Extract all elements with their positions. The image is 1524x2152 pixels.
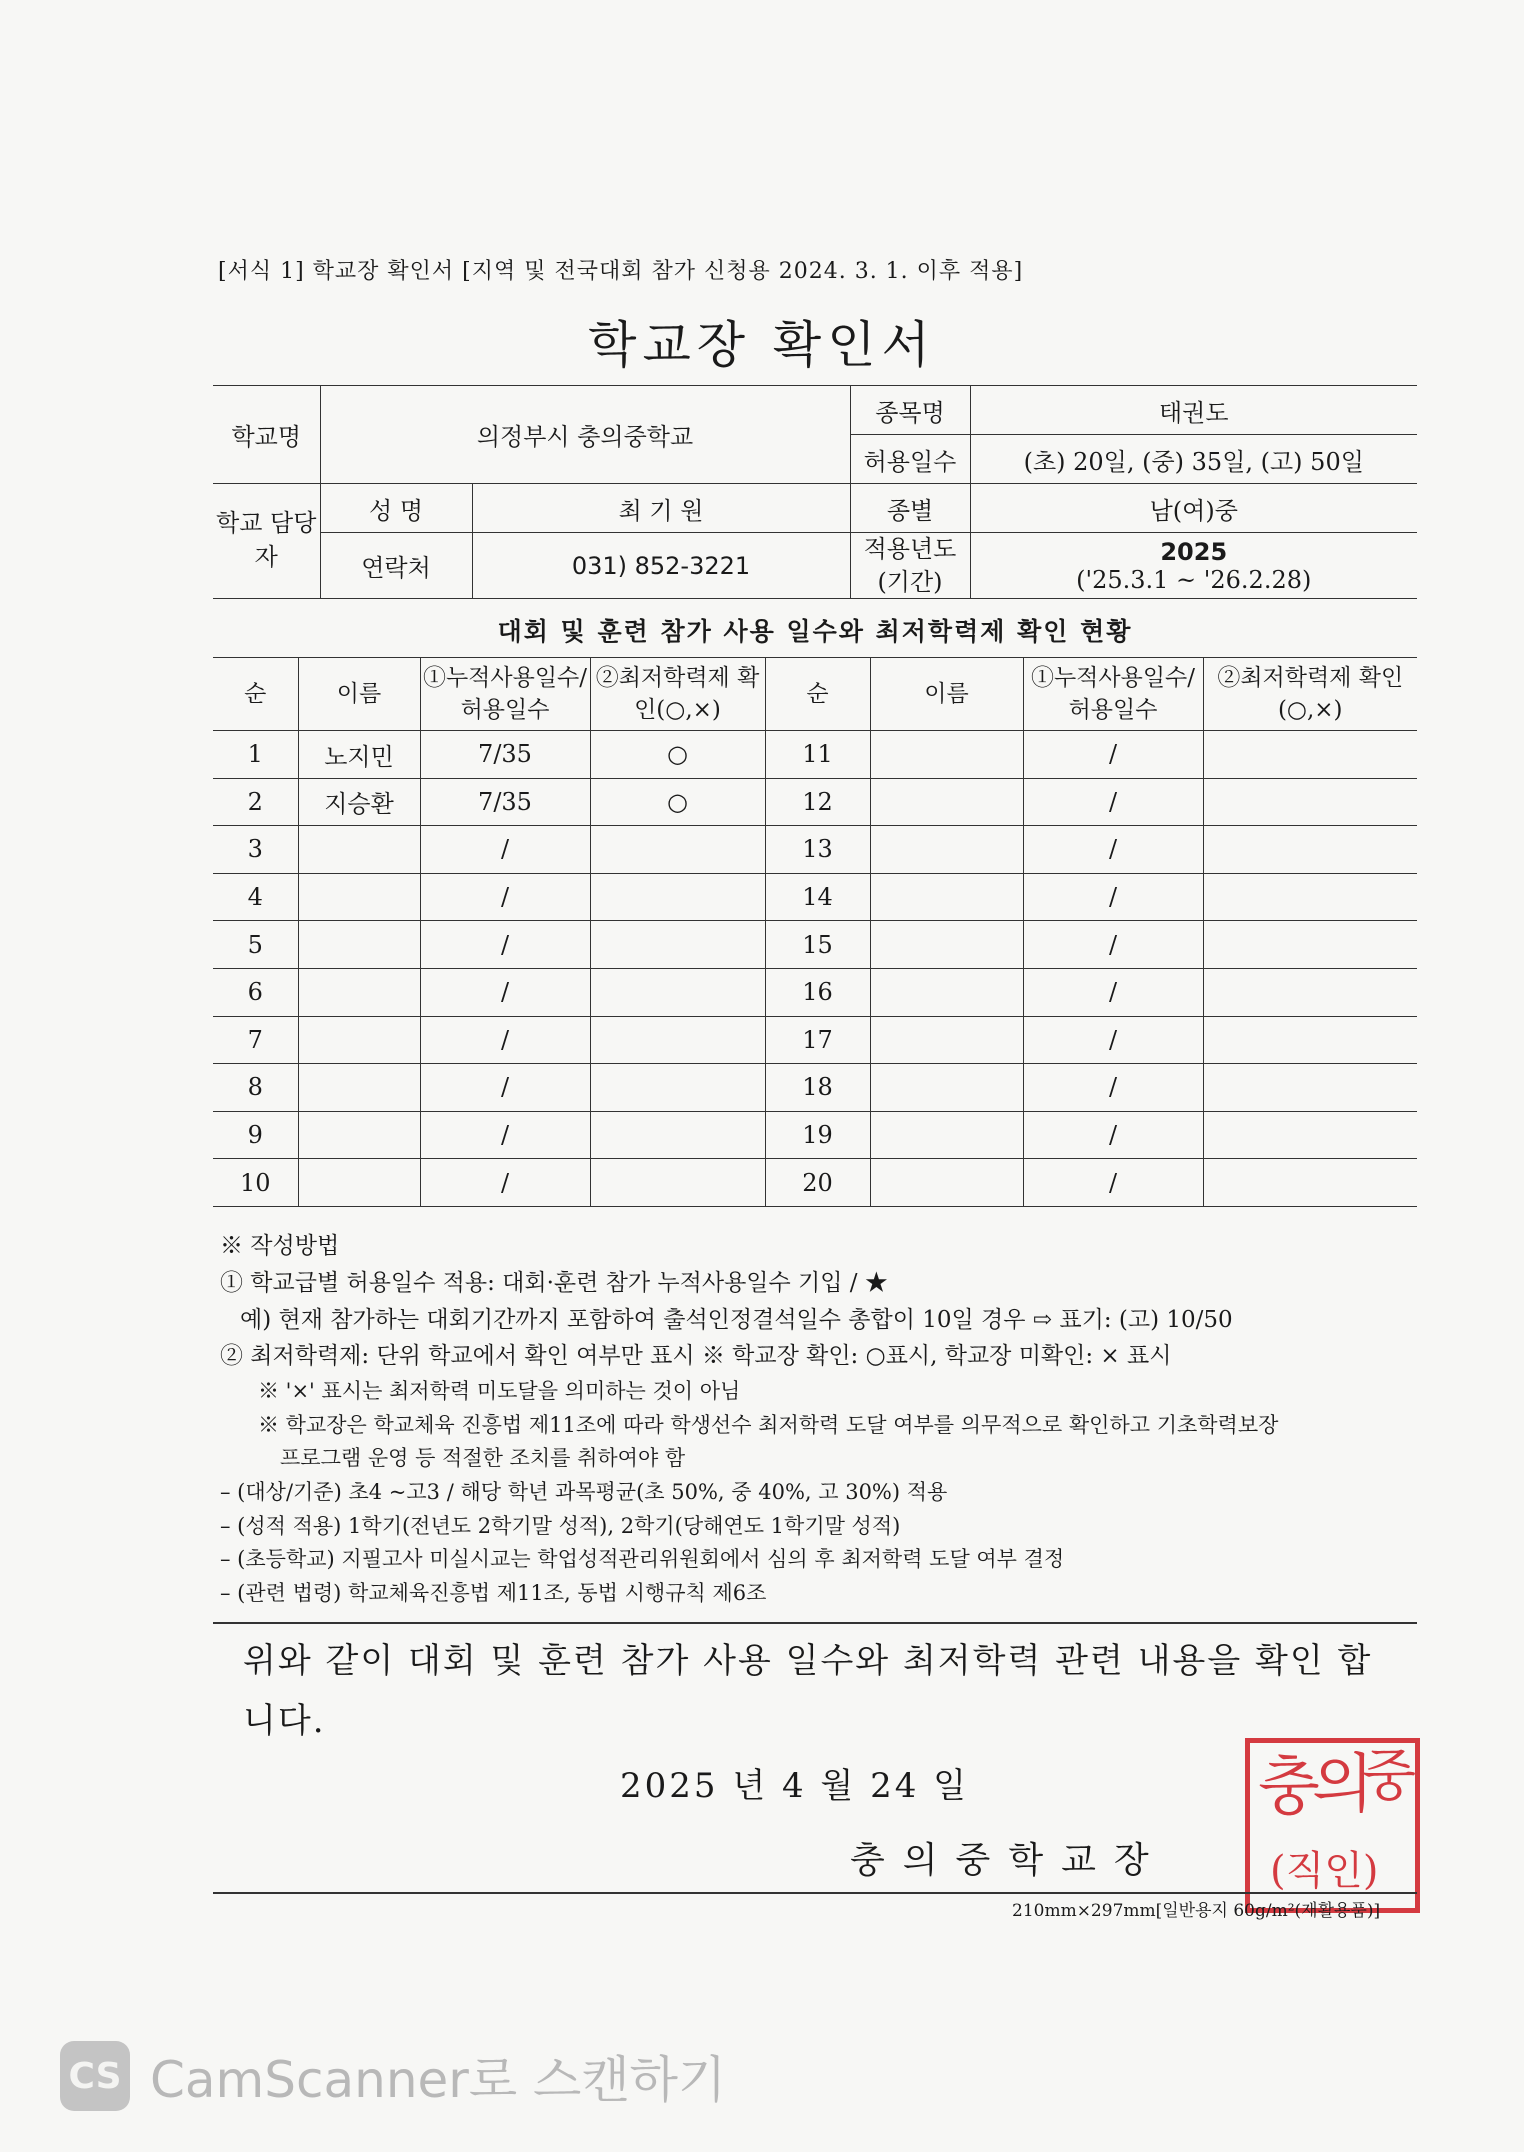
table-row <box>213 873 1417 921</box>
academic-check <box>590 873 765 921</box>
detail-1: – (대상/기준) 초4 ~고3 / 해당 학년 과목평균(초 50%, 중 40%, 고 30%) 적용 <box>220 1479 948 1504</box>
used-days: 7/35 <box>420 778 590 826</box>
student-name <box>298 1159 420 1207</box>
student-name <box>298 1016 420 1064</box>
student-name <box>870 968 1023 1016</box>
row-number: 2 <box>213 778 298 826</box>
student-name: 지승환 <box>298 778 420 826</box>
contact-label: 연락처 <box>320 533 472 599</box>
school-name: 의정부시 충의중학교 <box>320 386 850 484</box>
name-label: 성 명 <box>320 484 472 533</box>
academic-check: ○ <box>590 778 765 826</box>
row-number: 6 <box>213 968 298 1016</box>
note-2-a: ※ '×' 표시는 최저학력 미도달을 의미하는 것이 아님 <box>258 1379 741 1404</box>
used-days: / <box>1023 778 1203 826</box>
col-name: 이름 <box>298 658 420 731</box>
note-2: ② 최저학력제: 단위 학교에서 확인 여부만 표시 ※ 학교장 확인: ○표시, 학교장 미확인: × 표시 <box>220 1343 1172 1370</box>
row-number: 19 <box>765 1111 870 1159</box>
status-table <box>213 657 1417 1207</box>
used-days: / <box>1023 1064 1203 1112</box>
used-days: / <box>1023 1016 1203 1064</box>
academic-check <box>1203 1159 1417 1207</box>
table-row <box>213 731 1417 779</box>
used-days: / <box>420 1064 590 1112</box>
academic-check <box>1203 1064 1417 1112</box>
col-name: 이름 <box>870 658 1023 731</box>
academic-check <box>1203 1111 1417 1159</box>
official-seal: 충 의 중 (직인) <box>1245 1738 1420 1913</box>
used-days: / <box>1023 968 1203 1016</box>
detail-3: – (초등학교) 지필고사 미실시교는 학업성적관리위원회에서 심의 후 최저학력 도달 여부 결정 <box>220 1547 1065 1572</box>
manager-label: 학교 담당자 <box>213 484 320 599</box>
notes-heading: ※ 작성방법 <box>220 1233 340 1259</box>
student-name <box>870 1111 1023 1159</box>
row-number: 20 <box>765 1159 870 1207</box>
row-number: 10 <box>213 1159 298 1207</box>
used-days: / <box>1023 731 1203 779</box>
instructions <box>220 1228 1420 1610</box>
col-check: ②최저학력제 확인(○,×) <box>590 658 765 731</box>
detail-2: – (성적 적용) 1학기(전년도 2학기말 성적), 2학기(당해연도 1학기말 성적) <box>220 1513 901 1538</box>
allowed-days-value: (초) 20일, (중) 35일, (고) 50일 <box>970 435 1417 484</box>
academic-check <box>1203 873 1417 921</box>
row-number: 1 <box>213 731 298 779</box>
detail-4: – (관련 법령) 학교체육진흥법 제11조, 동법 시행규칙 제6조 <box>220 1580 767 1605</box>
table-row <box>213 1064 1417 1112</box>
academic-check <box>1203 1016 1417 1064</box>
table-row <box>213 921 1417 969</box>
status-title: 대회 및 훈련 참가 사용 일수와 최저학력제 확인 현황 <box>497 617 1133 646</box>
student-name <box>298 1111 420 1159</box>
student-name <box>298 1064 420 1112</box>
used-days: / <box>420 1111 590 1159</box>
student-name <box>870 731 1023 779</box>
event-label: 종목명 <box>850 386 970 435</box>
used-days: / <box>420 968 590 1016</box>
col-seq: 순 <box>213 658 298 731</box>
status-table-header <box>213 658 1417 731</box>
col-check: ②최저학력제 확인(○,×) <box>1203 658 1417 731</box>
year-cell <box>970 533 1417 599</box>
student-name <box>870 921 1023 969</box>
row-number: 11 <box>765 731 870 779</box>
col-seq: 순 <box>765 658 870 731</box>
row-number: 18 <box>765 1064 870 1112</box>
principal-name: 충의중학교장 <box>850 1840 1167 1881</box>
academic-check <box>1203 968 1417 1016</box>
camscanner-watermark <box>60 2040 726 2112</box>
note-2-b: ※ 학교장은 학교체육 진흥법 제11조에 따라 학생선수 최저학력 도달 여부를 의무적으로 확인하고 기초학력보장 <box>258 1412 1279 1437</box>
confirmation-text: 위와 같이 대회 및 훈련 참가 사용 일수와 최저학력 관련 내용을 확인 합니다. <box>243 1641 1373 1741</box>
row-number: 3 <box>213 826 298 874</box>
gender-value: 남(여)중 <box>970 484 1417 533</box>
academic-check <box>1203 826 1417 874</box>
student-name <box>298 873 420 921</box>
used-days: / <box>1023 1159 1203 1207</box>
table-row <box>213 826 1417 874</box>
used-days: / <box>420 826 590 874</box>
divider-top <box>213 1622 1417 1624</box>
col-days: ①누적사용일수/ 허용일수 <box>420 658 590 731</box>
table-row <box>213 778 1417 826</box>
school-label: 학교명 <box>213 386 320 484</box>
row-number: 8 <box>213 1064 298 1112</box>
row-number: 4 <box>213 873 298 921</box>
year-label: 적용년도 (기간) <box>850 533 970 599</box>
row-number: 9 <box>213 1111 298 1159</box>
student-name <box>870 1159 1023 1207</box>
used-days: / <box>420 873 590 921</box>
academic-check: ○ <box>590 731 765 779</box>
year-value: 2025 <box>1160 537 1228 566</box>
academic-check <box>1203 921 1417 969</box>
divider-bottom <box>213 1892 1417 1894</box>
form-reference-note: [서식 1] 학교장 확인서 [지역 및 전국대회 참가 신청용 2024. 3. 1. 이후 적용] <box>218 259 1024 284</box>
student-name <box>870 1064 1023 1112</box>
table-row <box>213 968 1417 1016</box>
event-value: 태권도 <box>970 386 1417 435</box>
used-days: / <box>1023 826 1203 874</box>
academic-check <box>590 1159 765 1207</box>
name-value: 최 기 원 <box>472 484 850 533</box>
row-number: 17 <box>765 1016 870 1064</box>
camscanner-logo-icon: CS <box>60 2041 130 2111</box>
row-number: 16 <box>765 968 870 1016</box>
contact-value: 031) 852-3221 <box>472 533 850 599</box>
used-days: / <box>1023 921 1203 969</box>
note-1-example: 예) 현재 참가하는 대회기간까지 포함하여 출석인정결석일수 총합이 10일 경우 ⇨ 표기: (고) 10/50 <box>240 1306 1233 1333</box>
document-title: 학교장 확인서 <box>588 316 936 374</box>
used-days: / <box>420 1159 590 1207</box>
academic-check <box>1203 731 1417 779</box>
table-row <box>213 1159 1417 1207</box>
student-name <box>870 873 1023 921</box>
allowed-days-label: 허용일수 <box>850 435 970 484</box>
student-name <box>298 826 420 874</box>
issue-date: 2025 년 4 월 24 일 <box>620 1766 969 1806</box>
camscanner-text: CamScanner로 스캔하기 <box>150 2051 727 2109</box>
row-number: 13 <box>765 826 870 874</box>
row-number: 12 <box>765 778 870 826</box>
row-number: 5 <box>213 921 298 969</box>
table-row <box>213 1111 1417 1159</box>
row-number: 14 <box>765 873 870 921</box>
used-days: / <box>420 921 590 969</box>
student-name <box>870 1016 1023 1064</box>
row-number: 7 <box>213 1016 298 1064</box>
student-name <box>870 778 1023 826</box>
student-name <box>870 826 1023 874</box>
used-days: 7/35 <box>420 731 590 779</box>
header-info-table <box>213 385 1417 599</box>
student-name <box>298 921 420 969</box>
academic-check <box>590 1111 765 1159</box>
student-name: 노지민 <box>298 731 420 779</box>
academic-check <box>1203 778 1417 826</box>
academic-check <box>590 826 765 874</box>
gender-label: 종별 <box>850 484 970 533</box>
academic-check <box>590 921 765 969</box>
academic-check <box>590 1016 765 1064</box>
academic-check <box>590 1064 765 1112</box>
student-name <box>298 968 420 1016</box>
note-1: ① 학교급별 허용일수 적용: 대회·훈련 참가 누적사용일수 기입 / ★ <box>220 1269 888 1296</box>
row-number: 15 <box>765 921 870 969</box>
used-days: / <box>420 1016 590 1064</box>
col-days: ①누적사용일수/ 허용일수 <box>1023 658 1203 731</box>
used-days: / <box>1023 873 1203 921</box>
paper-size-note: 210mm×297mm[일반용지 60g/m²(재활용품)] <box>1012 1901 1381 1921</box>
note-2-b-cont: 프로그램 운영 등 적절한 조치를 취하여야 함 <box>280 1446 686 1471</box>
table-row <box>213 1016 1417 1064</box>
academic-check <box>590 968 765 1016</box>
used-days: / <box>1023 1111 1203 1159</box>
period-value: ('25.3.1 ~ '26.2.28) <box>1076 565 1312 594</box>
